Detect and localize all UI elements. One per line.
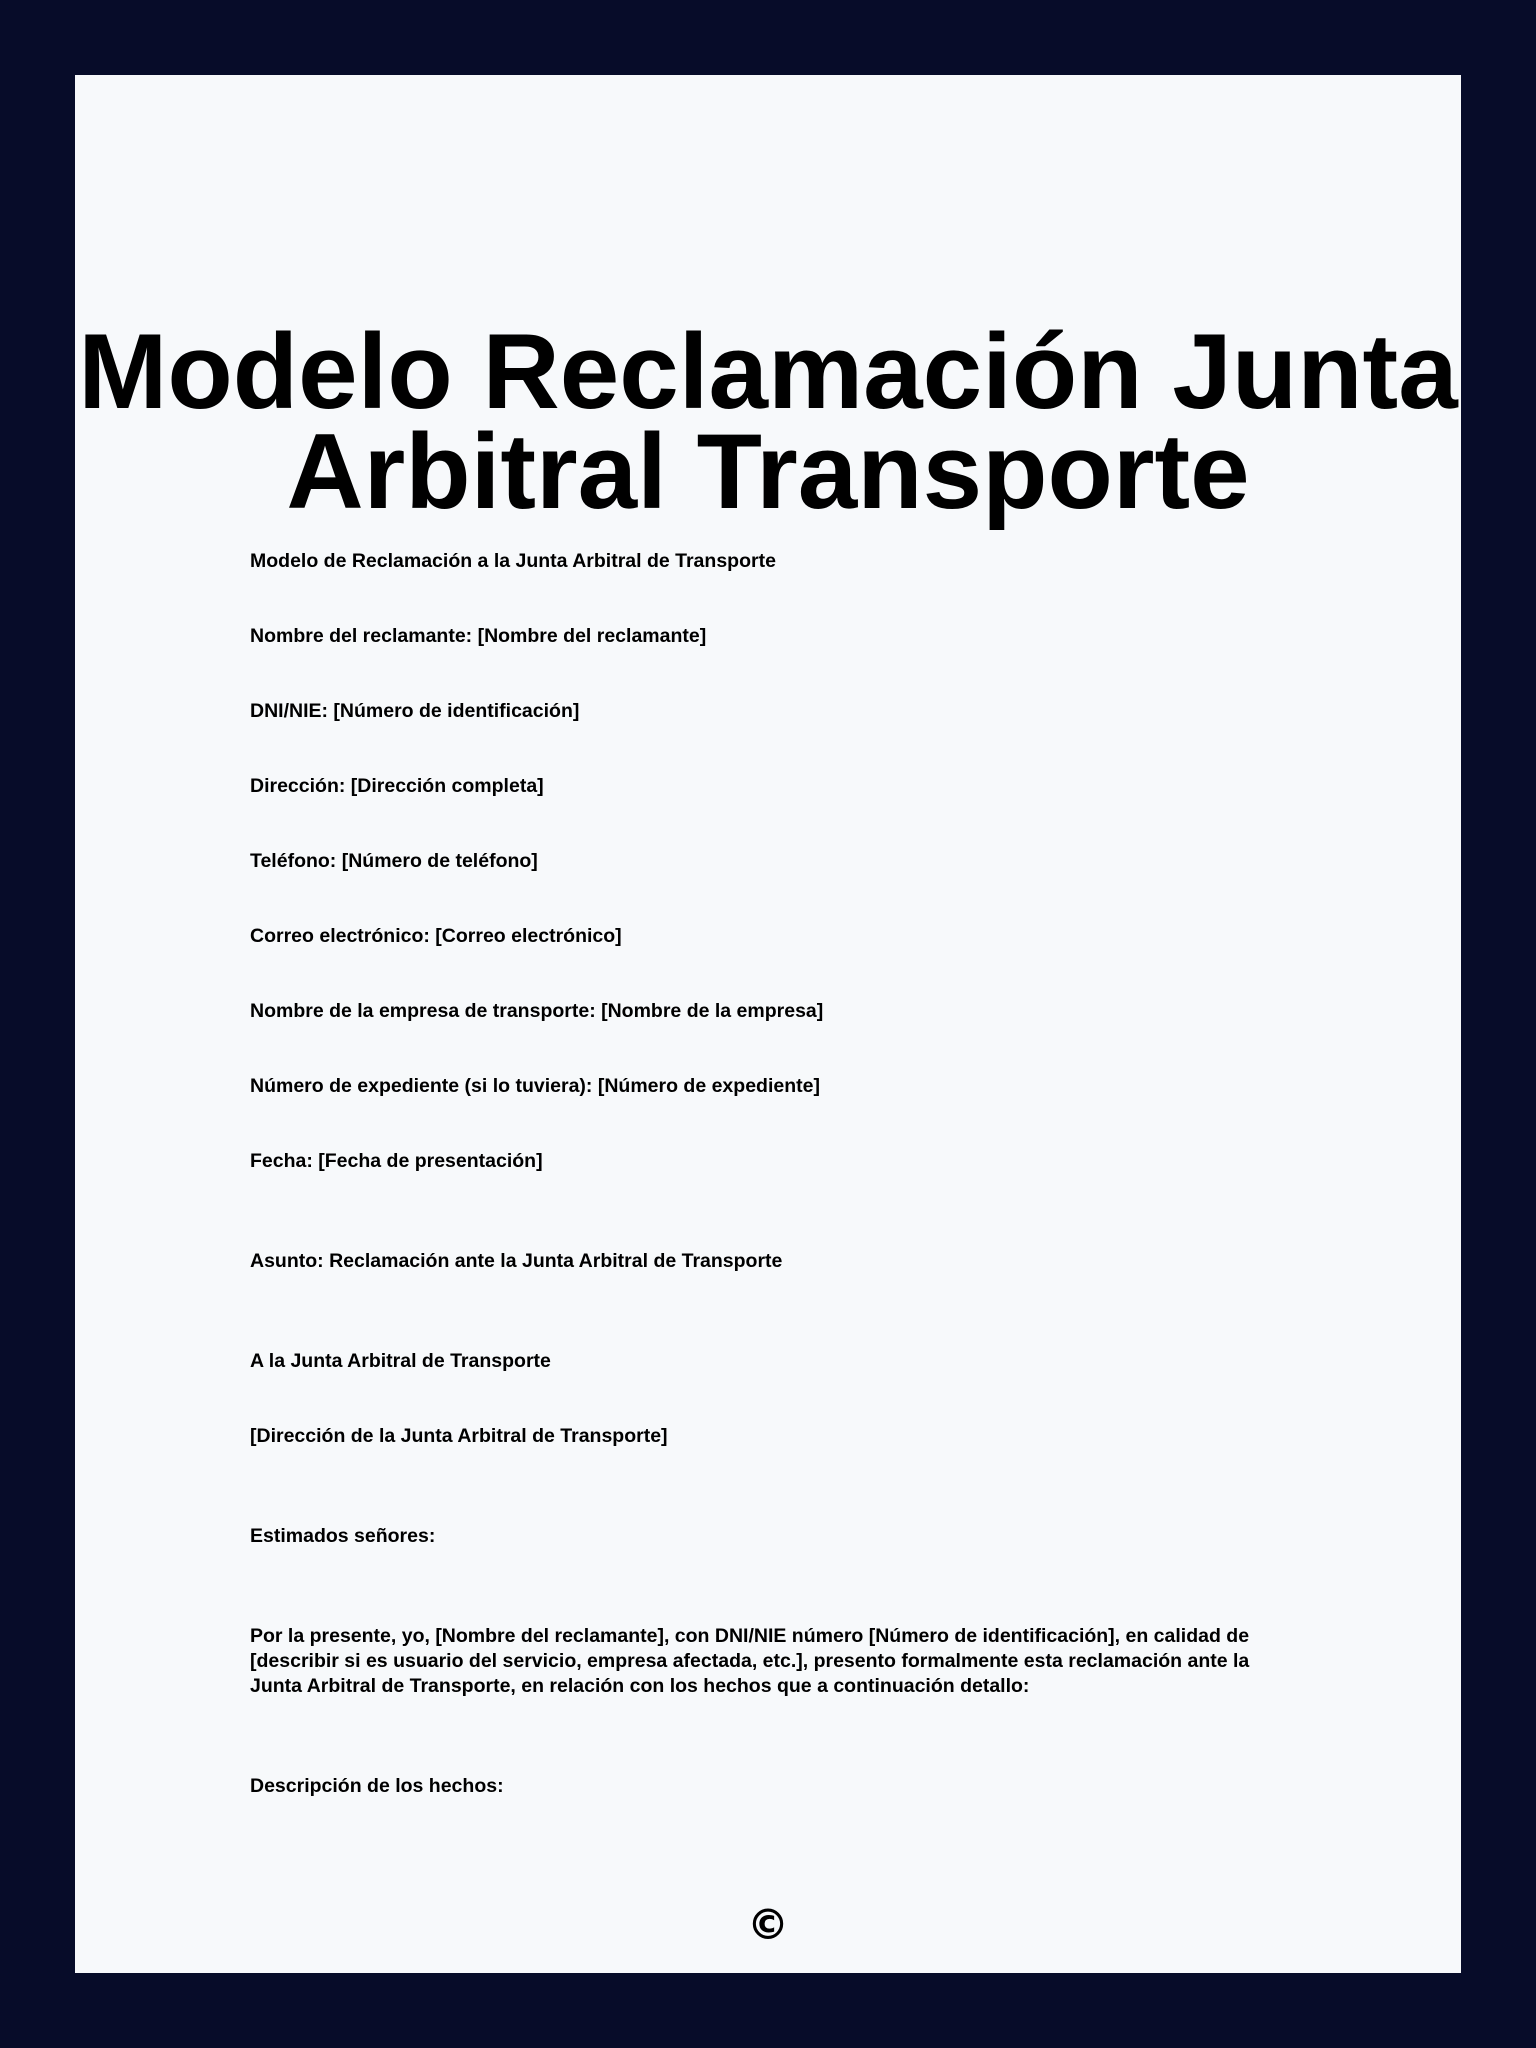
field-correo: Correo electrónico: [Correo electrónico]: [250, 925, 622, 947]
field-telefono: Teléfono: [Número de teléfono]: [250, 850, 538, 872]
field-fecha: Fecha: [Fecha de presentación]: [250, 1150, 543, 1172]
form-heading: Modelo de Reclamación a la Junta Arbitral de Transporte: [250, 550, 776, 572]
field-nombre: Nombre del reclamante: [Nombre del reclamante]: [250, 625, 707, 647]
recipient-address: [Dirección de la Junta Arbitral de Transporte]: [250, 1425, 668, 1447]
copyright-icon: ©: [747, 1900, 789, 1949]
field-empresa: Nombre de la empresa de transporte: [Nombre de la empresa]: [250, 1000, 824, 1022]
document-title: Modelo Reclamación Junta Arbitral Transporte: [78, 311, 1458, 531]
document-page: [75, 75, 1461, 1973]
greeting: Estimados señores:: [250, 1525, 436, 1547]
facts-heading: Descripción de los hechos:: [250, 1775, 504, 1797]
field-direccion: Dirección: [Dirección completa]: [250, 775, 544, 797]
subject-line: Asunto: Reclamación ante la Junta Arbitral de Transporte: [250, 1250, 783, 1272]
body-paragraph: Por la presente, yo, [Nombre del reclamante], con DNI/NIE número [Número de identificación], en calidad de [describir si es usuario del servicio, empresa afectada, etc.], presento formalmente esta reclamación ante la Junta Arbitral de Transporte, en relación con los hechos que a continuación detallo:: [250, 1625, 1250, 1697]
field-dni: DNI/NIE: [Número de identificación]: [250, 700, 580, 722]
recipient-line: A la Junta Arbitral de Transporte: [250, 1350, 551, 1372]
field-expediente: Número de expediente (si lo tuviera): [Número de expediente]: [250, 1075, 820, 1097]
